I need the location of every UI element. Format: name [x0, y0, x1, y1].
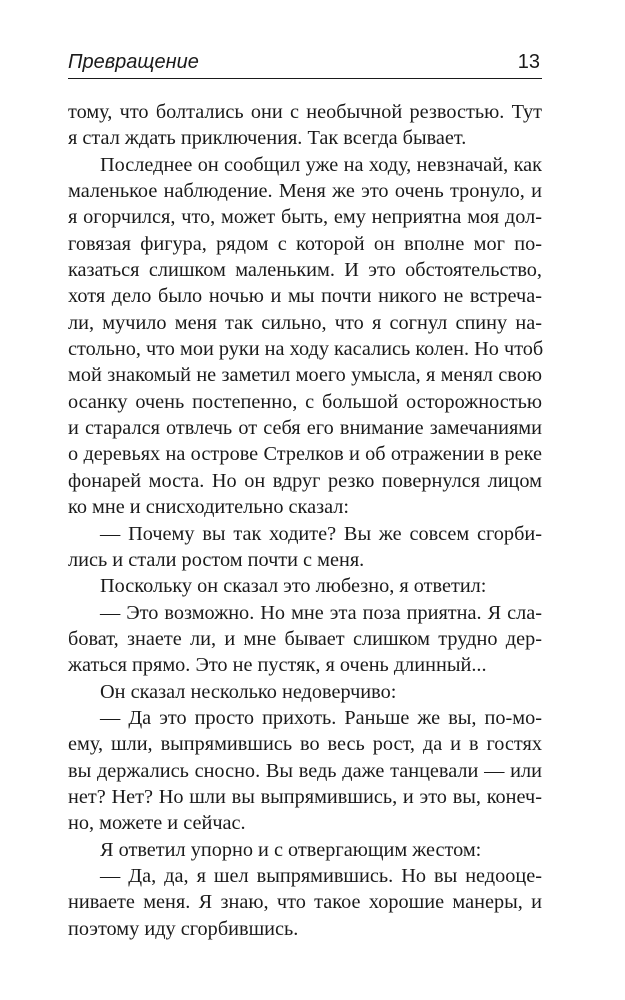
text-line: Последнее он сообщил уже на ходу, невзначай, как: [100, 153, 542, 176]
text-line: жаться прямо. Это не пустяк, я очень длинный...: [68, 654, 487, 677]
text-line: лись и стали ростом почти с меня.: [68, 548, 365, 571]
text-line: ему, шли, выпрямившись во весь рост, да и в гостях: [68, 733, 542, 756]
text-line: я стал ждать приключения. Так всегда бывает.: [68, 127, 467, 150]
text-line: нет? Нет? Но шли вы выпрямившись, и это вы, конеч-: [68, 785, 542, 808]
text-line: Он сказал несколько недоверчиво:: [100, 680, 397, 703]
text-line: о деревьях на острове Стрелков и об отражении в реке: [68, 443, 542, 466]
paragraph: [68, 837, 542, 863]
paragraph: [68, 99, 542, 152]
header-rule: [68, 78, 542, 79]
text-line: говязая фигура, рядом с которой он вполне мог по-: [68, 232, 542, 255]
text-line: стольно, что мои руки на ходу касались колен. Но чтоб: [68, 338, 544, 361]
running-header: [68, 49, 542, 77]
paragraph: [68, 600, 542, 679]
text-line: и старался отвлечь от себя его внимание замечаниями: [68, 417, 542, 440]
paragraph: [68, 679, 542, 705]
text-line: ли, мучило меня так сильно, что я согнул спину на-: [68, 311, 542, 334]
paragraph: [68, 863, 542, 942]
text-line: — Это возможно. Но мне эта поза приятна. Я сла-: [100, 601, 542, 624]
text-line: — Да это просто прихоть. Раньше же вы, по-мо-: [100, 706, 542, 729]
text-line: маленькое наблюдение. Меня же это очень тронуло, и: [68, 180, 542, 203]
text-line: хотя дело было ночью и мы почти никого не встреча-: [68, 285, 542, 308]
page-number: 13: [517, 51, 540, 73]
text-body: [68, 99, 542, 942]
text-line: ниваете меня. Я знаю, что такое хорошие манеры, и: [68, 891, 542, 914]
paragraph: [68, 573, 542, 599]
text-line: но, можете и сейчас.: [68, 812, 246, 835]
paragraph: [68, 705, 542, 837]
text-line: ко мне и снисходительно сказал:: [68, 496, 350, 519]
text-line: тому, что болтались они с необычной резвостью. Тут: [68, 101, 542, 123]
text-line: вы держались сносно. Вы ведь даже танцевали — или: [68, 759, 542, 782]
text-line: я огорчился, что, может быть, ему неприятна моя дол-: [68, 206, 542, 229]
text-line: боват, знаете ли, и мне бывает слишком трудно дер-: [68, 627, 542, 650]
text-line: поэтому иду сгорбившись.: [68, 917, 299, 940]
paragraph: [68, 152, 542, 521]
text-line: осанку очень постепенно, с большой осторожностью: [68, 390, 542, 413]
text-line: казаться слишком маленьким. И это обстоятельство,: [68, 259, 542, 282]
text-line: фонарей моста. Но он вдруг резко повернулся лицом: [68, 469, 542, 492]
text-line: мой знакомый не заметил моего умысла, я менял свою: [68, 364, 542, 387]
running-title: Превращение: [68, 51, 199, 73]
text-line: Я ответил упорно и с отвергающим жестом:: [100, 838, 482, 861]
paragraph: [68, 521, 542, 574]
text-line: — Да, да, я шел выпрямившись. Но вы недооце-: [100, 864, 542, 887]
text-line: Поскольку он сказал это любезно, я ответил:: [100, 575, 487, 598]
text-line: — Почему вы так ходите? Вы же совсем сгорби-: [100, 522, 542, 545]
